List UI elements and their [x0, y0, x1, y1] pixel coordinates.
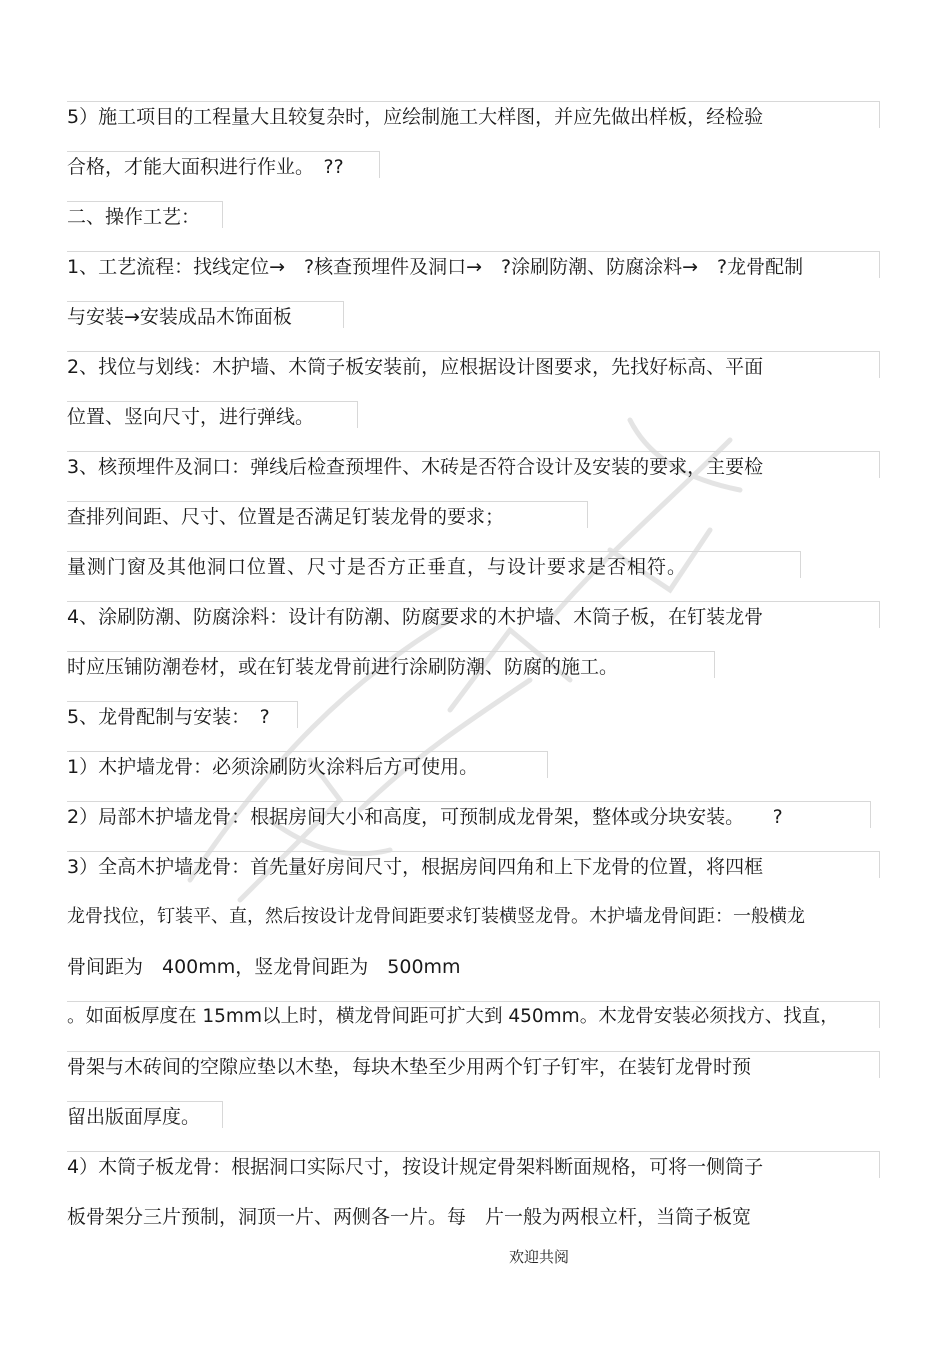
text-line: 1、工艺流程：找线定位→ ?核查预埋件及洞口→ ?涂刷防潮、防腐涂料→ ?龙骨配制: [67, 256, 804, 278]
text-line: 1）木护墙龙骨：必须涂刷防火涂料后方可使用。: [67, 756, 479, 778]
text-line: 骨架与木砖间的空隙应垫以木垫，每块木垫至少用两个钉子钉牢，在装钉龙骨时预: [67, 1056, 752, 1078]
text-line: 2）局部木护墙龙骨：根据房间大小和高度，可预制成龙骨架，整体或分块安装。 ?: [67, 806, 783, 828]
text-line: 4、涂刷防潮、防腐涂料：设计有防潮、防腐要求的木护墙、木筒子板，在钉装龙骨: [67, 606, 764, 628]
text-line: 5、龙骨配制与安装： ?: [67, 706, 270, 728]
text-line: 量测门窗及其他洞口位置、尺寸是否方正垂直，与设计要求是否相符。: [67, 556, 688, 578]
text-line: 龙骨找位，钉装平、直，然后按设计龙骨间距要求钉装横竖龙骨。木护墙龙骨间距：一般横龙: [67, 906, 805, 927]
text-line: 留出版面厚度。: [67, 1106, 201, 1128]
text-line: 5）施工项目的工程量大且较复杂时，应绘制施工大样图，并应先做出样板，经检验: [67, 106, 764, 128]
text-line: 时应压铺防潮卷材，或在钉装龙骨前进行涂刷防潮、防腐的施工。: [67, 656, 619, 678]
text-line: 板骨架分三片预制，洞顶一片、两侧各一片。每 片一般为两根立杆，当筒子板宽: [67, 1206, 752, 1228]
text-line: 查排列间距、尺寸、位置是否满足钉装龙骨的要求；: [67, 506, 505, 528]
text-line: 2、找位与划线：木护墙、木筒子板安装前，应根据设计图要求，先找好标高、平面: [67, 356, 764, 378]
text-line: 。如面板厚度在 15mm以上时，横龙骨间距可扩大到 450mm。木龙骨安装必须找方、找直，: [67, 1006, 839, 1027]
text-line: 骨间距为 400mm，竖龙骨间距为 500mm: [67, 956, 461, 978]
text-line: 位置、竖向尺寸，进行弹线。: [67, 406, 315, 428]
text-line: 合格，才能大面积进行作业。 ??: [67, 156, 344, 178]
text-line: 与安装→安装成品木饰面板: [67, 306, 292, 328]
text-line: 4）木筒子板龙骨：根据洞口实际尺寸，按设计规定骨架料断面规格，可将一侧筒子: [67, 1156, 764, 1178]
section-heading: 二、操作工艺：: [67, 206, 201, 228]
text-line: 3）全高木护墙龙骨：首先量好房间尺寸，根据房间四角和上下龙骨的位置，将四框: [67, 856, 764, 878]
page-footer: 欢迎共阅: [508, 1248, 569, 1266]
text-line: 3、核预埋件及洞口：弹线后检查预埋件、木砖是否符合设计及安装的要求，主要检: [67, 456, 764, 478]
